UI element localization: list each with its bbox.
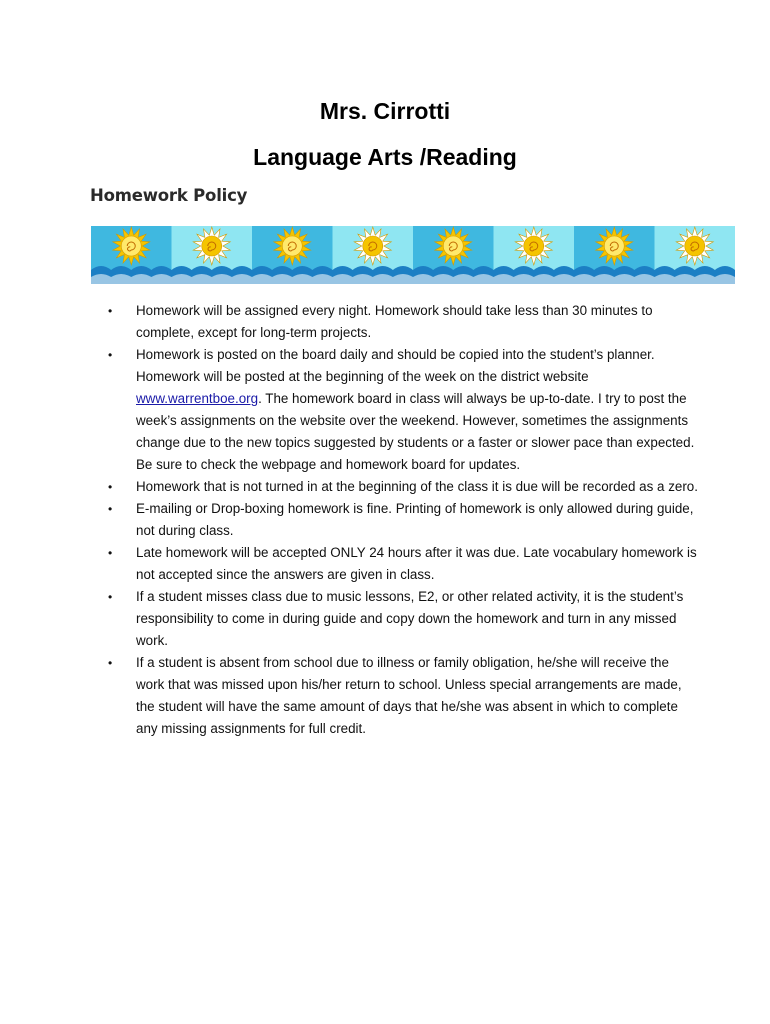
banner-tile: [574, 226, 655, 284]
teacher-name-title: Mrs. Cirrotti: [319, 98, 451, 124]
bullet-icon: •: [108, 348, 113, 362]
bullet-icon: •: [108, 546, 113, 560]
list-item: [108, 476, 698, 498]
policy-text: Late homework will be accepted ONLY 24 hours after it was due. Late vocabulary homework is not accepted since the answers are given in class.: [136, 545, 697, 582]
sun-face-icon: [443, 236, 463, 256]
banner-tile: [413, 226, 494, 284]
bullet-icon: •: [108, 480, 113, 494]
policy-text: If a student is absent from school due to illness or family obligation, he/she will receive the work that was missed upon his/her return to school. Unless special arrangements are made, the student will have the same amount of days that he/she was absent in which to complete any missing assignments for full credit.: [136, 655, 682, 736]
district-website-link[interactable]: www.warrentboe.org: [136, 391, 259, 406]
bullet-icon: •: [108, 656, 113, 670]
policy-text: Homework will be assigned every night. Homework should take less than 30 minutes to complete, except for long-term projects.: [136, 303, 653, 340]
list-item: [108, 652, 698, 740]
policy-text: Homework that is not turned in at the beginning of the class it is due will be recorded as a zero.: [136, 479, 698, 494]
banner-tile: [494, 226, 575, 284]
homework-policy-list: [108, 300, 698, 740]
bullet-icon: •: [108, 502, 113, 516]
bullet-icon: •: [108, 304, 113, 318]
list-item: [108, 344, 698, 476]
list-item: [108, 542, 698, 586]
policy-text: E-mailing or Drop-boxing homework is fine. Printing of homework is only allowed during guide, not during class.: [136, 501, 694, 538]
policy-text: If a student misses class due to music lessons, E2, or other related activity, it is the student’s responsibility to come in during guide and copy down the homework and turn in any missed work.: [136, 589, 684, 648]
section-heading: Homework Policy: [90, 186, 248, 205]
banner-tile: [333, 226, 414, 284]
sun-face-icon: [604, 236, 624, 256]
bullet-icon: •: [108, 590, 113, 604]
policy-text: Homework is posted on the board daily and should be copied into the student’s planner. Homework will be posted at the beginning of the week on the district website: [136, 347, 655, 384]
policy-text: . The homework board in class will always be up-to-date. I try to post the week’s assignments on the website over the weekend. However, sometimes the assignments change due to the new topics suggested by students or a faster or slower pace than expected. Be sure to check the webpage and homework board for updates.: [136, 391, 695, 472]
banner-tile: [172, 226, 253, 284]
sun-face-icon: [202, 236, 222, 256]
sun-face-icon: [121, 236, 141, 256]
sun-banner-image: [91, 226, 735, 284]
sun-face-icon: [282, 236, 302, 256]
banner-tile: [252, 226, 333, 284]
list-item: [108, 498, 698, 542]
banner-tile: [91, 226, 172, 284]
sun-face-icon: [685, 236, 705, 256]
sun-face-icon: [524, 236, 544, 256]
sun-face-icon: [363, 236, 383, 256]
list-item: [108, 586, 698, 652]
banner-tile: [655, 226, 736, 284]
course-title: Language Arts /Reading: [253, 144, 517, 170]
list-item: [108, 300, 698, 344]
